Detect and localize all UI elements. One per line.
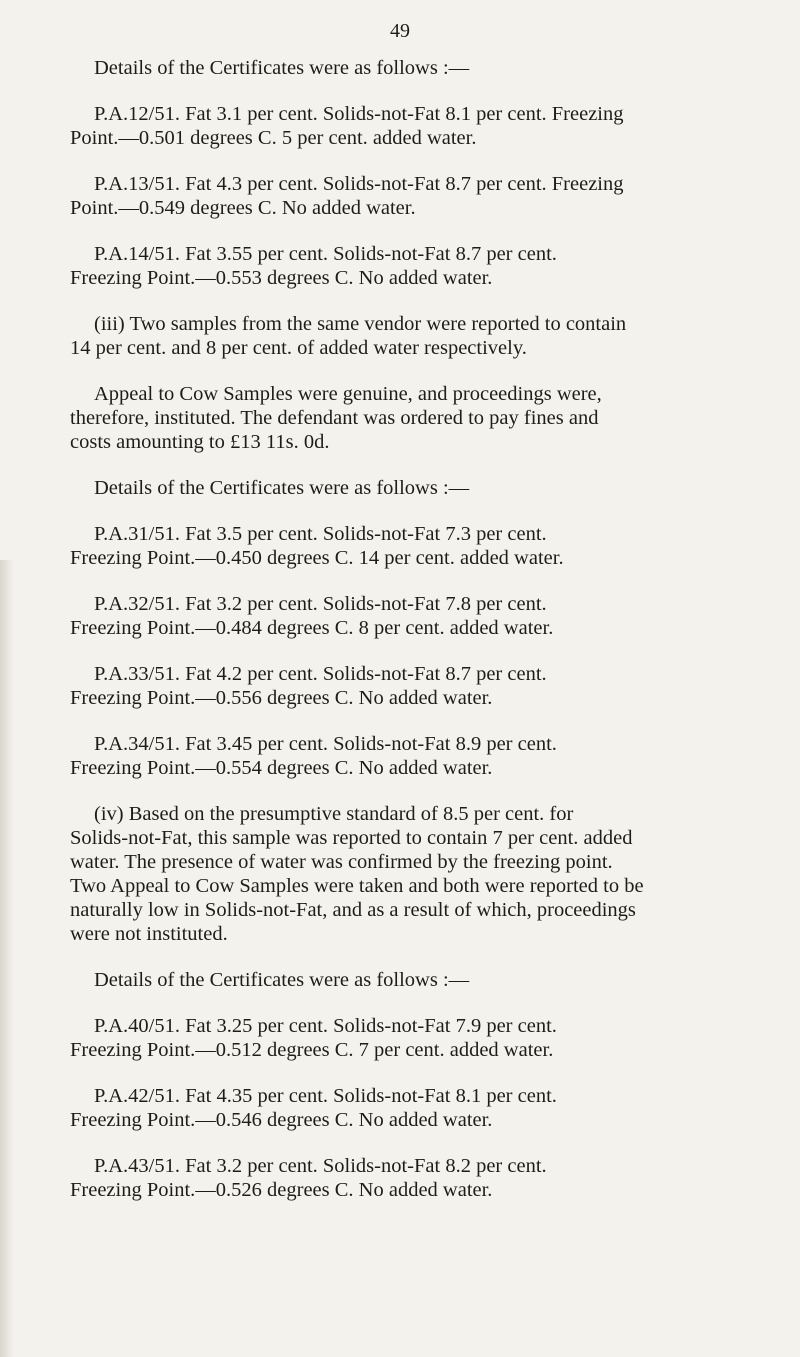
- certificate-line: P.A.12/51. Fat 3.1 per cent. Solids-not-Fat 8.1 per cent. Freezing: [94, 103, 624, 125]
- certificate-line: Freezing Point.—0.450 degrees C. 14 per cent. added water.: [70, 547, 564, 569]
- certificate-line: Freezing Point.—0.546 degrees C. No added water.: [70, 1109, 493, 1131]
- paragraph-line: therefore, instituted. The defendant was ordered to pay fines and: [70, 407, 599, 429]
- certificate-line: Freezing Point.—0.512 degrees C. 7 per cent. added water.: [70, 1039, 554, 1061]
- paragraph-line: water. The presence of water was confirmed by the freezing point.: [70, 851, 613, 873]
- certificate-line: P.A.40/51. Fat 3.25 per cent. Solids-not-Fat 7.9 per cent.: [94, 1015, 557, 1037]
- certificate-line: P.A.43/51. Fat 3.2 per cent. Solids-not-Fat 8.2 per cent.: [94, 1155, 547, 1177]
- paragraph-appeal: [70, 382, 732, 454]
- certificate-pa-14-51: [70, 242, 732, 290]
- certificate-pa-42-51: [70, 1084, 732, 1132]
- paragraph-line: were not instituted.: [70, 923, 228, 945]
- page-body: [70, 56, 732, 1202]
- scan-edge-shadow: [0, 560, 14, 1357]
- certificate-pa-31-51: [70, 522, 732, 570]
- certificate-pa-33-51: [70, 662, 732, 710]
- paragraph-line: costs amounting to £13 11s. 0d.: [70, 431, 330, 453]
- certificate-line: Point.—0.549 degrees C. No added water.: [70, 197, 416, 219]
- certificate-pa-43-51: [70, 1154, 732, 1202]
- certificate-line: P.A.32/51. Fat 3.2 per cent. Solids-not-Fat 7.8 per cent.: [94, 593, 547, 615]
- intro-heading: Details of the Certificates were as follows :—: [94, 57, 470, 79]
- certificate-line: Point.—0.501 degrees C. 5 per cent. added water.: [70, 127, 477, 149]
- paragraph-line: 14 per cent. and 8 per cent. of added water respectively.: [70, 337, 527, 359]
- certificate-pa-12-51: [70, 102, 732, 150]
- certificate-line: Freezing Point.—0.526 degrees C. No added water.: [70, 1179, 493, 1201]
- paragraph-iv: [70, 802, 732, 946]
- certificate-line: P.A.34/51. Fat 3.45 per cent. Solids-not-Fat 8.9 per cent.: [94, 733, 557, 755]
- paragraph-line: (iv) Based on the presumptive standard of 8.5 per cent. for: [94, 803, 574, 825]
- paragraph-line: Appeal to Cow Samples were genuine, and proceedings were,: [94, 383, 602, 405]
- paragraph-line: Two Appeal to Cow Samples were taken and both were reported to be: [70, 875, 644, 897]
- certificate-line: P.A.33/51. Fat 4.2 per cent. Solids-not-Fat 8.7 per cent.: [94, 663, 547, 685]
- paragraph-line: Solids-not-Fat, this sample was reported to contain 7 per cent. added: [70, 827, 633, 849]
- certificate-line: Freezing Point.—0.553 degrees C. No added water.: [70, 267, 493, 289]
- page-number: 49: [390, 20, 410, 42]
- certificate-line: Freezing Point.—0.556 degrees C. No added water.: [70, 687, 493, 709]
- certificate-pa-13-51: [70, 172, 732, 220]
- certificate-line: Freezing Point.—0.554 degrees C. No added water.: [70, 757, 493, 779]
- certificate-pa-32-51: [70, 592, 732, 640]
- paragraph-iii: [70, 312, 732, 360]
- certificate-line: P.A.13/51. Fat 4.3 per cent. Solids-not-Fat 8.7 per cent. Freezing: [94, 173, 624, 195]
- certificate-pa-40-51: [70, 1014, 732, 1062]
- section-heading-2: Details of the Certificates were as follows :—: [94, 477, 470, 499]
- section-heading-3: Details of the Certificates were as follows :—: [94, 969, 470, 991]
- paragraph-line: (iii) Two samples from the same vendor were reported to contain: [94, 313, 627, 335]
- certificate-line: P.A.14/51. Fat 3.55 per cent. Solids-not-Fat 8.7 per cent.: [94, 243, 557, 265]
- certificate-line: P.A.42/51. Fat 4.35 per cent. Solids-not-Fat 8.1 per cent.: [94, 1085, 557, 1107]
- certificate-pa-34-51: [70, 732, 732, 780]
- paragraph-line: naturally low in Solids-not-Fat, and as a result of which, proceedings: [70, 899, 636, 921]
- certificate-line: P.A.31/51. Fat 3.5 per cent. Solids-not-Fat 7.3 per cent.: [94, 523, 547, 545]
- certificate-line: Freezing Point.—0.484 degrees C. 8 per cent. added water.: [70, 617, 554, 639]
